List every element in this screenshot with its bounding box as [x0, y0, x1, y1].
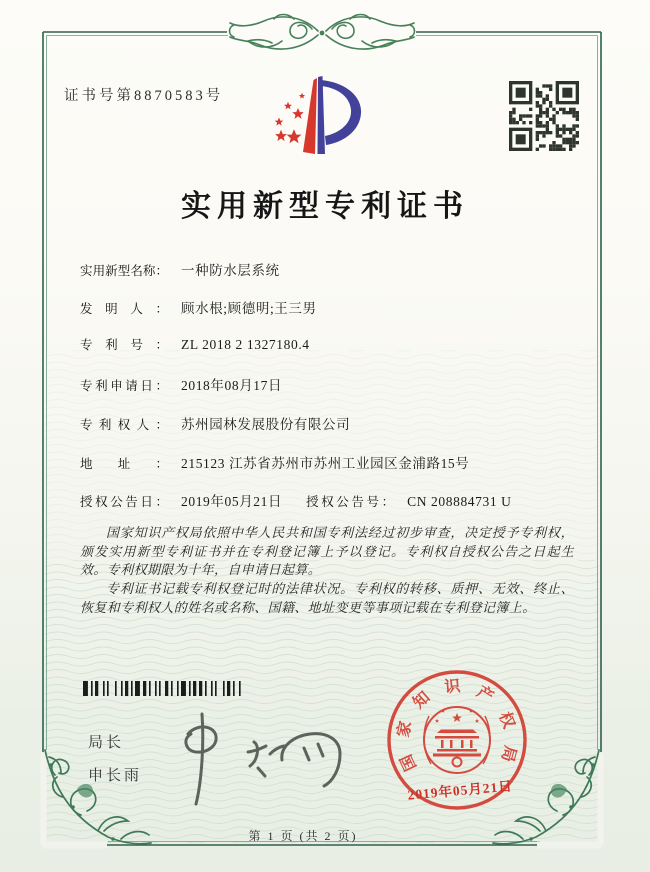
svg-text:识: 识 — [443, 678, 462, 697]
svg-text:国: 国 — [397, 751, 421, 774]
cnipa-logo — [262, 74, 372, 174]
legal-text — [80, 524, 574, 618]
field-value: ZL 2018 2 1327180.4 — [181, 337, 310, 352]
page-footer: 第 1 页 (共 2 页) — [248, 829, 358, 843]
field-row-name — [80, 259, 585, 279]
field-label: 专利申请日： — [80, 379, 168, 393]
field-value: CN 208884731 U — [407, 494, 512, 509]
top-ornament — [228, 15, 416, 50]
field-value: 一种防水层系统 — [181, 263, 280, 278]
field-value: 2018年08月17日 — [181, 378, 283, 393]
field-label: 专利权人： — [80, 418, 168, 432]
signature — [158, 702, 348, 812]
legal-paragraph-2: 专利证书记载专利权登记时的法律状况。专利权的转移、质押、无效、终止、恢复和专利权人的姓名或名称、国籍、地址变更等事项记载在专利登记簿上。 — [80, 581, 574, 615]
field-label: 专利号： — [80, 338, 168, 352]
svg-text:权: 权 — [495, 709, 518, 731]
seal-date: 2019年05月21日 — [406, 778, 514, 803]
field-value: 2019年05月21日 — [181, 494, 283, 509]
signer-title: 局长 — [88, 734, 125, 751]
field-label: 实用新型名称： — [80, 264, 168, 278]
certificate-number: 证书号第8870583号 — [64, 88, 224, 104]
field-row-patentee — [80, 413, 585, 433]
field-label: 发明人： — [80, 302, 168, 316]
national-emblem — [424, 707, 490, 773]
svg-text:家: 家 — [395, 719, 416, 739]
field-row-address — [80, 452, 585, 472]
field-row-grant — [80, 490, 585, 510]
field-label: 授权公告号： — [306, 495, 395, 509]
field-label: 授权公告日： — [80, 495, 168, 509]
svg-text:局: 局 — [497, 743, 519, 764]
qr-code — [509, 81, 579, 151]
barcode — [82, 681, 252, 697]
legal-paragraph-1: 国家知识产权局依照中华人民共和国专利法经过初步审查，决定授予专利权，颁发实用新型专利证书并在专利登记簿上予以登记。专利权自授权公告之日起生效。专利权期限为十年，自申请日起算。 — [80, 525, 574, 578]
field-row-inventor — [80, 297, 585, 317]
svg-text:知: 知 — [410, 688, 434, 713]
field-value: 顾水根;顾德明;王三男 — [181, 301, 317, 316]
field-row-patent-no — [80, 335, 585, 353]
signer-block — [88, 726, 142, 792]
signer-name: 申长雨 — [88, 767, 143, 784]
field-label: 地址： — [80, 457, 168, 471]
field-value: 苏州园林发展股份有限公司 — [181, 417, 351, 432]
svg-text:产: 产 — [473, 683, 497, 707]
field-row-filing-date — [80, 374, 585, 394]
field-value: 215123 江苏省苏州市苏州工业园区金浦路15号 — [181, 456, 470, 471]
certificate-title: 实用新型专利证书 — [181, 190, 469, 223]
